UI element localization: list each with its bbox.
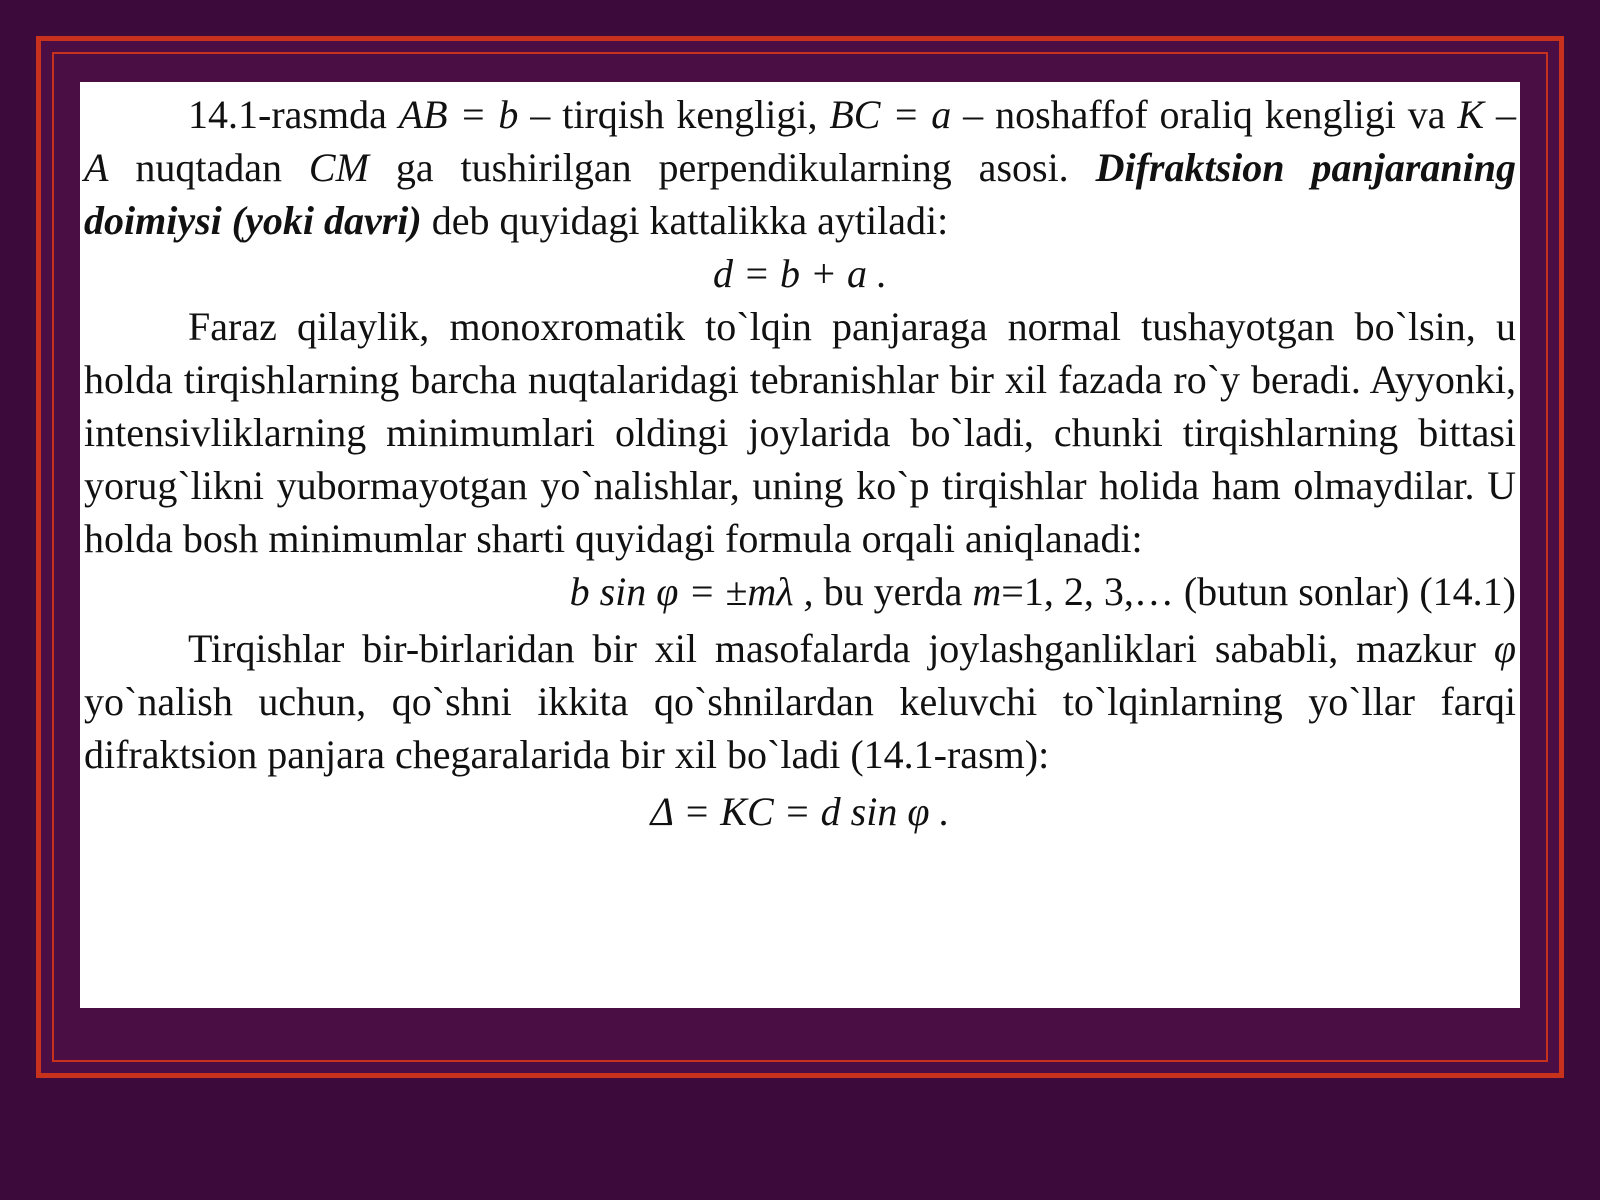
equation-grating-constant: d = b + a . (713, 251, 887, 296)
math-bc-a: BC = a (829, 92, 952, 137)
equation-minimum-condition (84, 565, 1516, 618)
text-run: 14.1-rasmda (188, 92, 387, 137)
paragraph-grating-definition (84, 88, 1516, 247)
text-run: Tirqishlar bir-birlaridan bir xil masofalarda joylashganliklari sababli, mazkur (188, 626, 1494, 671)
math-ab-b: AB = b (398, 92, 519, 137)
formula-b-sin-phi: b sin φ = ±mλ , (569, 569, 814, 614)
math-k: K (1457, 92, 1485, 137)
paragraph-path-difference (84, 622, 1516, 781)
math-m: m (972, 569, 1002, 614)
text-run: =1, 2, 3,… (butun sonlar) (14.1) (1001, 569, 1516, 614)
text-run: – (1484, 92, 1516, 137)
bold-term-grating-constant: Difraktsion panjaraning doimiysi (yoki davri) (84, 145, 1516, 243)
text-run: yo`nalish uchun, qo`shni ikkita qo`shnilardan keluvchi to`lqinlarning yo`llar farqi difraktsion panjara chegaralarida bir xil bo`ladi (14.1-rasm): (84, 679, 1516, 777)
slide-text-area (80, 82, 1520, 1008)
text-run: ga tushirilgan perpendikularning asosi. (368, 145, 1096, 190)
equation-path-difference: Δ = KC = d sin φ . (650, 789, 950, 834)
text-run: deb quyidagi kattalikka aytiladi: (421, 198, 949, 243)
text-run: nuqtadan (108, 145, 309, 190)
math-cm: CM (308, 145, 369, 190)
math-phi: φ (1493, 626, 1516, 671)
text-run: – tirqish kengligi, (518, 92, 830, 137)
text-run: – noshaffof oraliq kengligi va (951, 92, 1458, 137)
text-run: bu yerda (813, 569, 973, 614)
paragraph-monochromatic-wave: Faraz qilaylik, monoxromatik to`lqin panjaraga normal tushayotgan bo`lsin, u holda tirqishlarning barcha nuqtalaridagi tebranishlar bir xil fazada ro`y beradi. Ayyonki, intensivliklarning minimumlari oldingi joylarida bo`ladi, chunki tirqishlarning bittasi yorug`likni yubormayotgan yo`nalishlar, uning ko`p tirqishlar holida ham olmaydilar. U holda bosh minimumlar sharti quyidagi formula orqali aniqlanadi: (84, 304, 1516, 561)
math-a: A (84, 145, 109, 190)
